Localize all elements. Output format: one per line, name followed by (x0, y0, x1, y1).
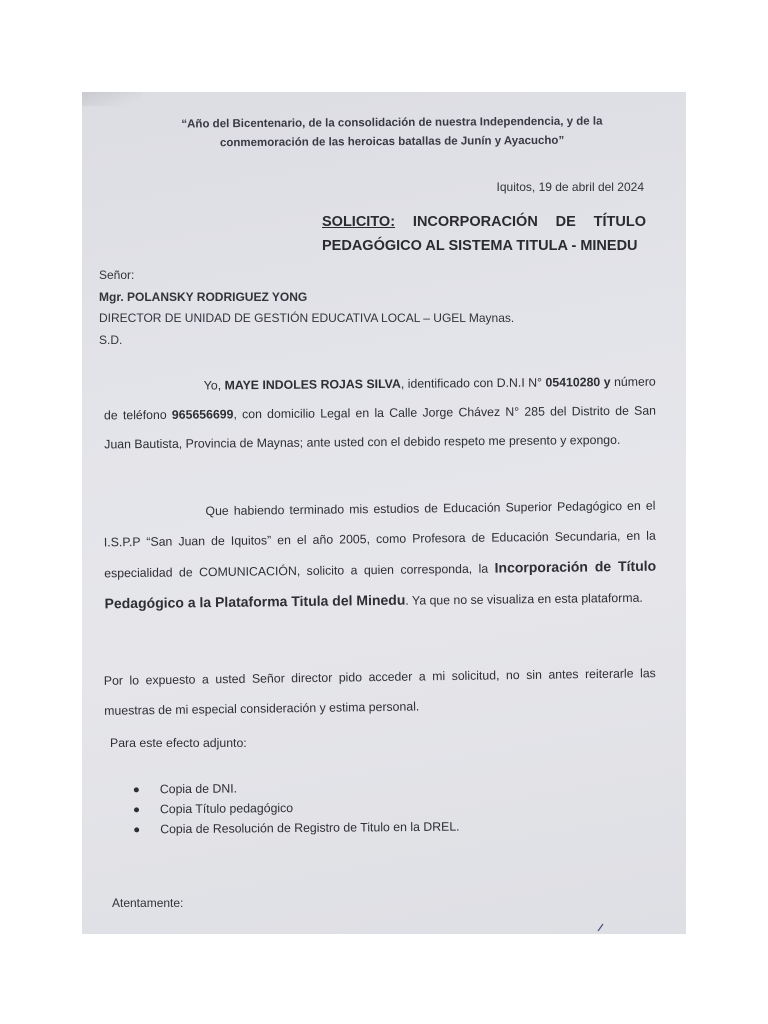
attachments-label: Para este efecto adjunto: (110, 736, 247, 750)
request-emphasis: Incorporación de Título Pedagógico a la Plataforma Titula del Minedu (104, 557, 657, 612)
paragraph-text: Que habiendo terminado mis estudios de Educación Superior Pedagógico en el I.S.P.P “San Juan de Iquitos” en el año 2005, como Profesora de Educación Secundaria, en la especialidad de COMUNICACIÓN, solicito a quien corresponda, la (103, 498, 656, 581)
addressee-name: Mgr. POLANSKY RODRIGUEZ YONG (99, 289, 308, 304)
closing-salutation: Atentamente: (112, 896, 184, 910)
paragraph-request (103, 491, 656, 620)
paragraph-text: número de teléfono (103, 374, 656, 423)
bullet-icon (134, 807, 139, 812)
bullet-icon (134, 787, 139, 792)
document-page (82, 92, 686, 934)
applicant-name: MAYE INDOLES ROJAS SILVA (224, 376, 401, 393)
list-item (134, 797, 460, 820)
year-motto-line-2: conmemoración de las heroicas batallas de Junín y Ayacucho” (219, 134, 565, 150)
subject-line-1: INCORPORACIÓN DE TÍTULO (412, 214, 647, 230)
list-item (134, 777, 460, 800)
paragraph-presentation (104, 368, 657, 460)
applicant-dni: 05410280 y (545, 374, 611, 390)
subject-block (322, 210, 646, 258)
list-item (134, 817, 460, 840)
paragraph-text: , identificado con D.N.I N° (400, 375, 546, 391)
year-motto (122, 112, 662, 154)
addressee-block (99, 265, 579, 351)
attachment-text: Copia Título pedagógico (159, 801, 294, 817)
addressee-sd: S.D. (99, 332, 123, 347)
attachment-text: Copia de DNI. (159, 781, 238, 797)
addressee-position: DIRECTOR DE UNIDAD DE GESTIÓN EDUCATIVA LOCAL – UGEL Maynas. (99, 311, 515, 325)
paragraph-text: . Ya que no se visualiza en esta plataforma. (405, 590, 643, 608)
bullet-icon (134, 827, 139, 832)
addressee-salutation: Señor: (99, 268, 135, 282)
year-motto-line-1: “Año del Bicentenario, de la consolidación de nuestra Independencia, y de la (181, 115, 603, 131)
paragraph-closing-request: Por lo expuesto a usted Señor director pido acceder a mi solicitud, no sin antes reiterarle las muestras de mi especial consideración y estima personal. (103, 666, 656, 718)
letter-date: Iquitos, 19 de abril del 2024 (496, 180, 644, 194)
subject-label: SOLICITO: (322, 214, 396, 230)
attachments-list (134, 777, 460, 840)
applicant-phone: 965656699 (171, 407, 234, 422)
paragraph-text: , con domicilio Legal en la Calle Jorge Chávez N° 285 del Distrito de San Juan Bautista, Provincia de Maynas; ante usted con el debido respeto me presento y expongo. (104, 403, 657, 452)
subject-line-2: PEDAGÓGICO AL SISTEMA TITULA - MINEDU (322, 238, 638, 254)
attachment-text: Copia de Resolución de Registro de Titulo en la DREL. (160, 819, 460, 837)
paragraph-text: Yo, (203, 378, 225, 393)
pen-mark-icon (597, 922, 605, 932)
page-fold-shadow (82, 92, 142, 106)
